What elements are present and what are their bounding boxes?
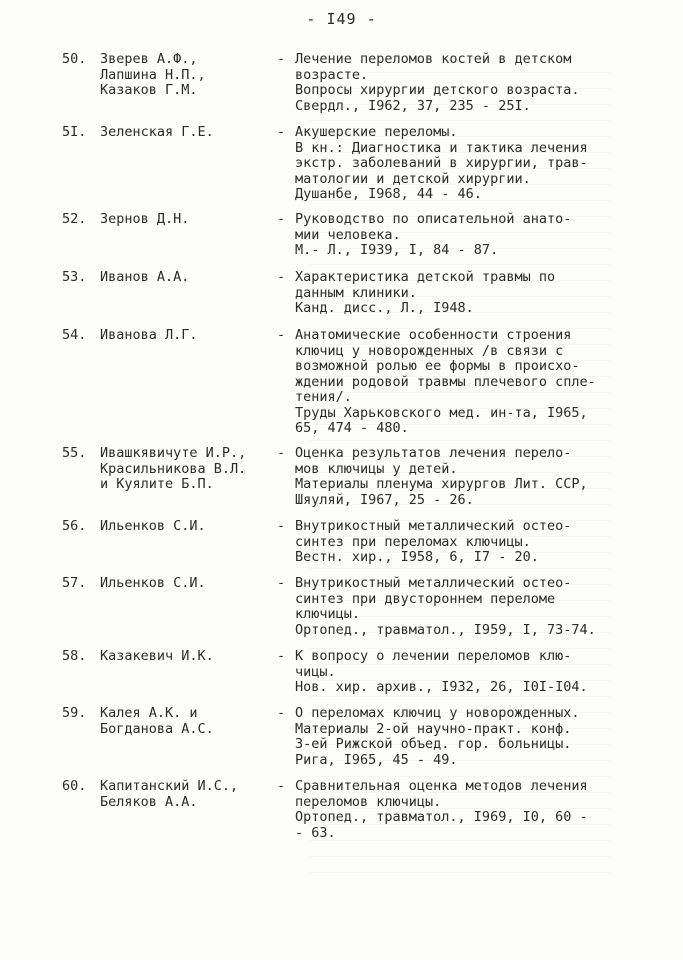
entry-number: 52.: [62, 211, 87, 227]
entry-authors: Ильенков С.И.: [100, 518, 206, 534]
entry-description: Сравнительная оценка методов лечения переломов ключицы. Ортопед., травматол., I969, I0, 60 - - 63.: [295, 778, 588, 841]
entry-description: О переломах ключиц у новорожденных. Материалы 2-ой научно-практ. конф. 3-ей Рижской объед. гор. больницы. Рига, I965, 45 - 49.: [295, 705, 580, 768]
entry-authors: Зверев А.Ф., Лапшина Н.П., Казаков Г.М.: [100, 51, 206, 98]
entry-dash: -: [277, 705, 286, 721]
entry-number: 55.: [62, 445, 87, 461]
entry-description: Анатомические особенности строения ключиц у новорожденных /в связи с возможной ролью ее формы в происхо- ждении родовой травмы плечевого спле- тения/. Труды Харьковского мед. ин-та, I965, 65, 474 - 480.: [295, 327, 596, 436]
entry-dash: -: [277, 518, 286, 534]
entry-authors: Ильенков С.И.: [100, 575, 206, 591]
entry-dash: -: [277, 269, 286, 285]
entry-dash: -: [277, 211, 286, 227]
entry-dash: -: [277, 124, 286, 140]
entry-number: 58.: [62, 648, 87, 664]
page-number: - I49 -: [306, 10, 377, 28]
entry-description: Акушерские переломы. В кн.: Диагностика и тактика лечения экстр. заболеваний в хирургии, трав- матологии и детской хирургии. Душанбе, I968, 44 - 46.: [295, 124, 588, 202]
entry-number: 54.: [62, 327, 87, 343]
entry-dash: -: [277, 648, 286, 664]
entry-number: 57.: [62, 575, 87, 591]
entry-authors: Казакевич И.К.: [100, 648, 214, 664]
entry-number: 5I.: [62, 124, 87, 140]
entry-number: 56.: [62, 518, 87, 534]
entry-description: К вопросу о лечении переломов клю- чицы. Нов. хир. архив., I932, 26, I0I-I04.: [295, 648, 588, 695]
entry-number: 60.: [62, 778, 87, 794]
entry-authors: Ивашкявичуте И.Р., Красильникова В.Л. и Куялите Б.П.: [100, 445, 247, 492]
entry-description: Внутрикостный металлический остео- синтез при двустороннем переломе ключицы. Ортопед., травматол., I959, I, 73-74.: [295, 575, 596, 638]
entry-dash: -: [277, 445, 286, 461]
entry-description: Оценка результатов лечения перело- мов ключицы у детей. Материалы пленума хирургов Лит. ССР, Шяуляй, I967, 25 - 26.: [295, 445, 588, 508]
entry-number: 59.: [62, 705, 87, 721]
entry-number: 50.: [62, 51, 87, 67]
entry-authors: Зернов Д.Н.: [100, 211, 190, 227]
entry-dash: -: [277, 327, 286, 343]
entry-dash: -: [277, 51, 286, 67]
entry-authors: Зеленская Г.Е.: [100, 124, 214, 140]
entry-authors: Калея А.К. и Богданова А.С.: [100, 705, 214, 737]
entry-description: Лечение переломов костей в детском возрасте. Вопросы хирургии детского возраста. Свердл., I962, 37, 235 - 25I.: [295, 51, 580, 114]
entry-description: Характеристика детской травмы по данным клиники. Канд. дисс., Л., I948.: [295, 269, 556, 316]
entry-authors: Иванова Л.Г.: [100, 327, 198, 343]
entry-dash: -: [277, 575, 286, 591]
entry-number: 53.: [62, 269, 87, 285]
entry-dash: -: [277, 778, 286, 794]
entry-description: Внутрикостный металлический остео- синтез при переломах ключицы. Вестн. хир., I958, 6, I7 - 20.: [295, 518, 572, 565]
entry-authors: Иванов А.А.: [100, 269, 190, 285]
entry-authors: Капитанский И.С., Беляков А.А.: [100, 778, 239, 810]
entry-description: Руководство по описательной анато- мии человека. М.- Л., I939, I, 84 - 87.: [295, 211, 572, 258]
